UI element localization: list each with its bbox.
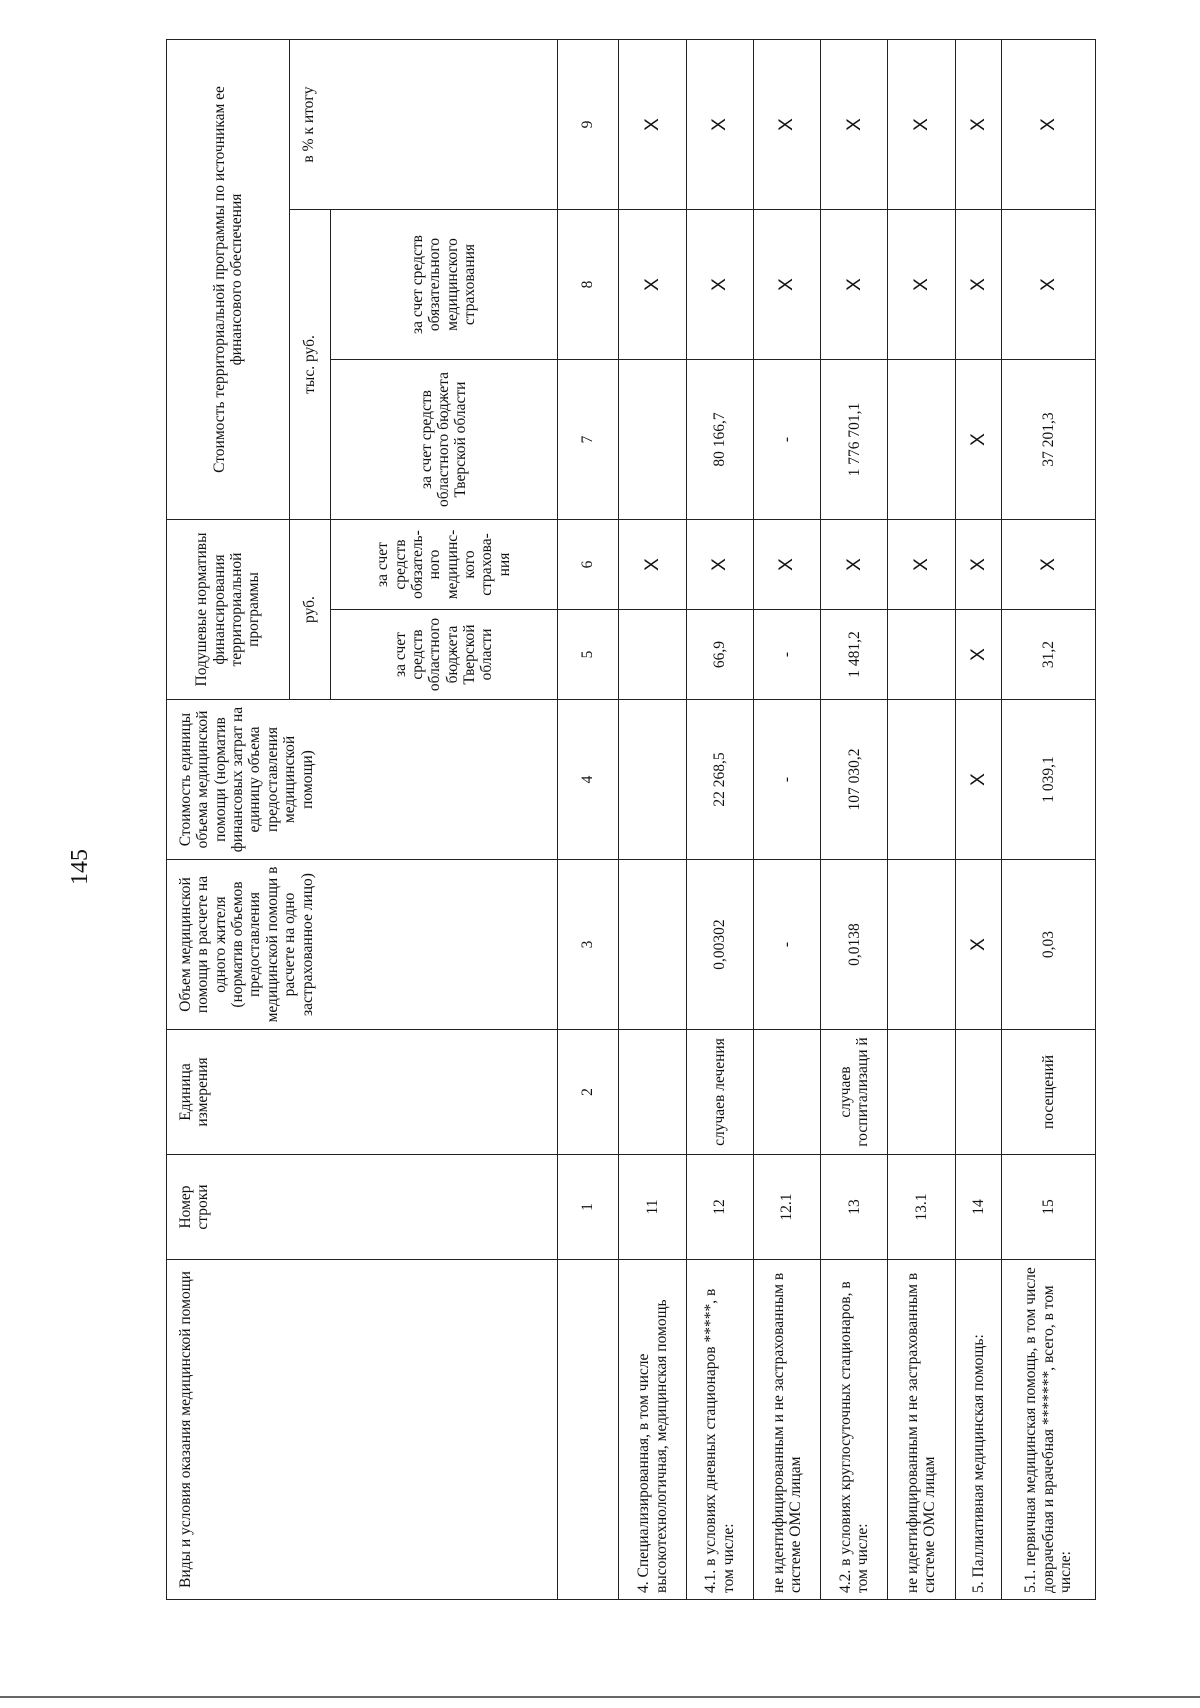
cell-cost-oms: Х — [753, 210, 820, 360]
cell-line: 13 — [821, 1155, 888, 1260]
cell-cost-oms: Х — [1002, 210, 1096, 360]
cell-line: 12 — [686, 1155, 753, 1260]
cell-name: 4. Специализированная, в том числе высокотехнологичная, медицинская помощь — [619, 1260, 686, 1600]
cell-percent: Х — [753, 40, 820, 210]
cell-cost-oms: Х — [821, 210, 888, 360]
cell-cost-budget — [888, 360, 955, 520]
cell-unit: посещений — [1002, 1030, 1096, 1155]
cell-cost-oms: Х — [686, 210, 753, 360]
table-row — [955, 40, 1002, 1600]
header-unit-cost: Стоимость единицы объема медицинской помощи (норматив финансовых затрат на единицу объема предоставления медицинской помощи) — [167, 700, 558, 860]
table-row — [686, 40, 753, 1600]
column-index: 5 — [557, 610, 619, 700]
cell-unit-cost: 107 030,2 — [821, 700, 888, 860]
cell-volume: 0,0138 — [821, 860, 888, 1030]
cell-unit — [888, 1030, 955, 1155]
cell-unit — [619, 1030, 686, 1155]
column-index: 4 — [557, 700, 619, 860]
cell-cost-budget: 37 201,3 — [1002, 360, 1096, 520]
header-norm-oms: за счет средств обязатель-ного медицинс-кого страхова-ния — [330, 520, 557, 610]
cell-norm-budget: Х — [955, 610, 1002, 700]
cell-norm-budget: 31,2 — [1002, 610, 1096, 700]
column-index: 3 — [557, 860, 619, 1030]
cell-percent: Х — [955, 40, 1002, 210]
table-row — [753, 40, 820, 1600]
cell-unit-cost — [888, 700, 955, 860]
column-index: 9 — [557, 40, 619, 210]
cell-unit: случаев госпитализаци й — [821, 1030, 888, 1155]
cell-cost-budget: Х — [955, 360, 1002, 520]
cell-unit-cost: 22 268,5 — [686, 700, 753, 860]
header-line-number: Номер строки — [167, 1155, 558, 1260]
cell-name: 5.1. первичная медицинская помощь, в том числе доврачебная и врачебная *******, всего, в том числе: — [1002, 1260, 1096, 1600]
cell-unit: случаев лечения — [686, 1030, 753, 1155]
cell-percent: Х — [888, 40, 955, 210]
header-program-cost: Стоимость территориальной программы по источникам ее финансового обеспечения — [167, 40, 290, 520]
cell-cost-budget: - — [753, 360, 820, 520]
column-index: 6 — [557, 520, 619, 610]
cell-norm-oms: Х — [753, 520, 820, 610]
header-percent-total: в % к итогу — [290, 40, 558, 210]
table-row — [821, 40, 888, 1600]
cell-percent: Х — [821, 40, 888, 210]
table-row — [888, 40, 955, 1600]
cell-norm-oms: Х — [619, 520, 686, 610]
cell-cost-budget — [619, 360, 686, 520]
cell-norm-budget: 66,9 — [686, 610, 753, 700]
cell-percent: Х — [1002, 40, 1096, 210]
header-per-capita-normatives: Подушевые нормативы финансирования территориальной программы — [167, 520, 290, 700]
cell-norm-oms: Х — [955, 520, 1002, 610]
table-body — [619, 40, 1096, 1600]
cell-name: 4.2. в условиях круглосуточных стационаров, в том числе: — [821, 1260, 888, 1600]
cell-volume: Х — [955, 860, 1002, 1030]
cell-norm-oms: Х — [888, 520, 955, 610]
cell-name: 4.1. в условиях дневных стационаров *****, в том числе: — [686, 1260, 753, 1600]
cell-name: не идентифицированным и не застрахованным в системе ОМС лицам — [753, 1260, 820, 1600]
cell-volume — [619, 860, 686, 1030]
column-index: 8 — [557, 210, 619, 360]
header-normatives-unit: руб. — [290, 520, 331, 700]
header-norm-regional-budget: за счет средств областного бюджета Тверской области — [330, 610, 557, 700]
column-index: 1 — [557, 1155, 619, 1260]
cell-norm-budget: 1 481,2 — [821, 610, 888, 700]
cell-norm-oms: Х — [686, 520, 753, 610]
header-cost-regional-budget: за счет средств областного бюджета Тверской области — [330, 360, 557, 520]
cell-norm-oms: Х — [821, 520, 888, 610]
scan-bottom-edge — [0, 1696, 1200, 1698]
column-index — [557, 1260, 619, 1600]
cell-percent: Х — [619, 40, 686, 210]
cell-unit-cost — [619, 700, 686, 860]
cell-cost-oms: Х — [888, 210, 955, 360]
cell-volume: - — [753, 860, 820, 1030]
rotated-table-container — [166, 40, 1096, 1600]
header-volume: Объем медицинской помощи в расчете на одного жителя (норматив объемов предоставления медицинской помощи в расчете на одно застрахованное лицо) — [167, 860, 558, 1030]
cell-line: 15 — [1002, 1155, 1096, 1260]
cell-unit-cost: Х — [955, 700, 1002, 860]
cell-unit-cost: 1 039,1 — [1002, 700, 1096, 860]
cell-percent: Х — [686, 40, 753, 210]
cell-volume: 0,03 — [1002, 860, 1096, 1030]
cell-norm-budget: - — [753, 610, 820, 700]
cell-unit — [753, 1030, 820, 1155]
cell-cost-budget: 1 776 701,1 — [821, 360, 888, 520]
cell-norm-budget — [619, 610, 686, 700]
cell-line: 13.1 — [888, 1155, 955, 1260]
table-row — [1002, 40, 1096, 1600]
cell-line: 14 — [955, 1155, 1002, 1260]
cell-name: 5. Паллиативная медицинская помощь: — [955, 1260, 1002, 1600]
cell-unit-cost: - — [753, 700, 820, 860]
column-index: 7 — [557, 360, 619, 520]
cell-name: не идентифицированным и не застрахованным в системе ОМС лицам — [888, 1260, 955, 1600]
page-number: 145 — [67, 849, 93, 885]
cell-line: 12.1 — [753, 1155, 820, 1260]
header-care-types: Виды и условия оказания медицинской помощи — [167, 1260, 558, 1600]
medical-care-cost-table — [166, 39, 1096, 1600]
column-index: 2 — [557, 1030, 619, 1155]
header-cost-oms: за счет средств обязательного медицинского страхования — [330, 210, 557, 360]
cell-cost-oms: Х — [955, 210, 1002, 360]
cell-norm-budget — [888, 610, 955, 700]
cell-norm-oms: Х — [1002, 520, 1096, 610]
cell-volume: 0,00302 — [686, 860, 753, 1030]
cell-volume — [888, 860, 955, 1030]
cell-cost-budget: 80 166,7 — [686, 360, 753, 520]
cell-unit — [955, 1030, 1002, 1155]
column-index-row — [557, 40, 619, 1600]
header-cost-unit: тыс. руб. — [290, 210, 331, 520]
header-unit: Единица измерения — [167, 1030, 558, 1155]
table-row — [619, 40, 686, 1600]
cell-line: 11 — [619, 1155, 686, 1260]
cell-cost-oms: Х — [619, 210, 686, 360]
